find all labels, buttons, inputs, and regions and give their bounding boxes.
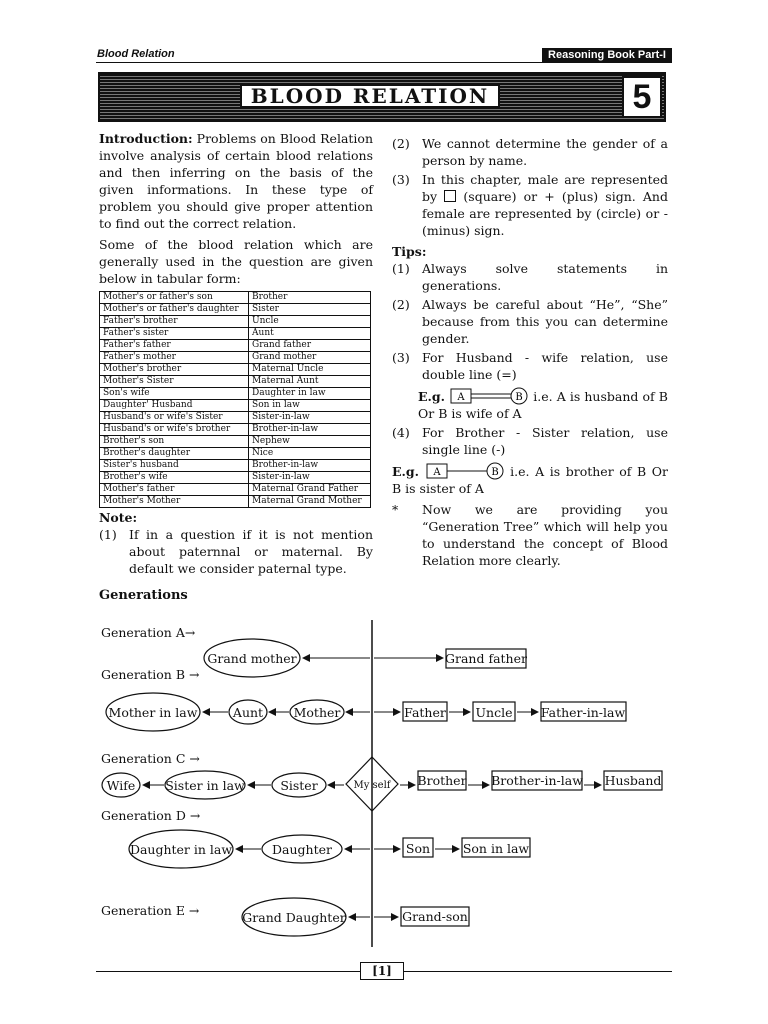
table-row (100, 316, 371, 328)
note-item-2-text: We cannot determine the gender of a person by name. (422, 136, 668, 168)
relation-name-cell: Aunt (249, 328, 371, 340)
note-item-3-text-a: In this chapter, male are represented by (422, 172, 668, 204)
myself-label: My self (353, 780, 391, 791)
generation-d-label: Generation D → (101, 808, 201, 823)
relation-description-cell: Father's father (100, 340, 249, 352)
relation-description-cell: Sister's husband (100, 460, 249, 472)
aunt-label: Aunt (232, 705, 264, 720)
tip-item-3-number: (3) (392, 350, 410, 365)
eg1-text: i.e. A is husband of B Or B is wife of A (418, 389, 668, 421)
son-label: Son (405, 841, 431, 856)
table-row (100, 496, 371, 508)
intro-label: Introduction: (99, 131, 193, 146)
husband-label: Husband (604, 773, 662, 788)
relation-description-cell: Mother's or father's son (100, 292, 249, 304)
note-item-1 (99, 526, 373, 577)
table-row (100, 388, 371, 400)
daughter-in-law-label: Daughter in law (129, 842, 233, 857)
relation-name-cell: Brother-in-law (249, 460, 371, 472)
note-item-2-number: (2) (392, 136, 410, 151)
generation-a-label: Generation A→ (101, 625, 196, 640)
relation-description-cell: Mother's or father's daughter (100, 304, 249, 316)
relation-name-cell: Maternal Uncle (249, 364, 371, 376)
intro-paragraph-2: Some of the blood relation which are generally used in the question are given below in tabular form: (99, 237, 373, 286)
tip-item-2 (392, 296, 668, 347)
relation-name-cell: Maternal Grand Mother (249, 496, 371, 508)
relation-description-cell: Daughter' Husband (100, 400, 249, 412)
left-column (99, 130, 373, 579)
running-header-book: Reasoning Book Part-I (542, 48, 672, 62)
relation-name-cell: Maternal Aunt (249, 376, 371, 388)
table-row (100, 292, 371, 304)
relation-description-cell: Son's wife (100, 388, 249, 400)
relation-name-cell: Grand mother (249, 352, 371, 364)
eg2-a: A (432, 467, 441, 478)
chapter-number: 5 (622, 76, 662, 118)
square-icon (444, 190, 456, 202)
example-husband-wife (392, 387, 668, 422)
generations-heading: Generations (99, 588, 188, 603)
table-row (100, 340, 371, 352)
table-row (100, 448, 371, 460)
note-item-1-number: (1) (99, 527, 117, 542)
tip-item-2-number: (2) (392, 297, 410, 312)
generation-b-label: Generation B → (101, 667, 200, 682)
grand-daughter-label: Grand Daughter (242, 910, 346, 925)
eg-label-2: E.g. (392, 464, 419, 479)
table-row (100, 412, 371, 424)
son-in-law-label: Son in law (462, 841, 530, 856)
table-row (100, 400, 371, 412)
eg2-text: i.e. A is brother of B Or B is sister of A (392, 464, 668, 496)
tip-item-2-text: Always be careful about “He”, “She” because from this you can determine gender. (422, 297, 668, 346)
relation-name-cell: Grand father (249, 340, 371, 352)
relation-description-cell: Husband's or wife's brother (100, 424, 249, 436)
relation-description-cell: Mother's Mother (100, 496, 249, 508)
tip-item-1-number: (1) (392, 261, 410, 276)
intro-paragraph (99, 130, 373, 232)
husband-wife-symbol (449, 387, 529, 405)
brother-in-law-label: Brother-in-law (491, 773, 583, 788)
example-brother-sister (392, 462, 668, 497)
note-item-3 (392, 171, 668, 239)
chapter-title: BLOOD RELATION (240, 84, 500, 108)
relation-description-cell: Mother's Sister (100, 376, 249, 388)
relation-description-cell: Brother's daughter (100, 448, 249, 460)
relation-name-cell: Brother (249, 292, 371, 304)
brother-sister-symbol (425, 462, 505, 480)
relation-description-cell: Father's mother (100, 352, 249, 364)
relation-name-cell: Nice (249, 448, 371, 460)
relation-name-cell: Son in law (249, 400, 371, 412)
table-row (100, 328, 371, 340)
star-paragraph (392, 501, 668, 569)
note-item-3-number: (3) (392, 172, 410, 187)
table-row (100, 472, 371, 484)
wife-label: Wife (106, 778, 136, 793)
sister-in-law-label: Sister in law (165, 778, 245, 793)
sister-label: Sister (280, 778, 318, 793)
grand-mother-label: Grand mother (207, 651, 297, 666)
relation-description-cell: Brother's wife (100, 472, 249, 484)
tip-item-4-number: (4) (392, 425, 410, 440)
generation-c-label: Generation C → (101, 751, 200, 766)
relation-description-cell: Mother's brother (100, 364, 249, 376)
relation-name-cell: Daughter in law (249, 388, 371, 400)
father-label: Father (404, 705, 446, 720)
tip-item-1 (392, 260, 668, 294)
brother-label: Brother (417, 773, 467, 788)
note-label: Note: (99, 510, 138, 525)
star-bullet: * (392, 502, 399, 517)
relation-name-cell: Maternal Grand Father (249, 484, 371, 496)
relation-name-cell: Uncle (249, 316, 371, 328)
tip-item-1-text: Always solve statements in generations. (422, 261, 668, 293)
relation-name-cell: Sister (249, 304, 371, 316)
relation-name-cell: Sister-in-law (249, 472, 371, 484)
tip-item-4-text: For Brother - Sister relation, use single line (-) (422, 425, 668, 457)
relation-description-cell: Mother's father (100, 484, 249, 496)
grand-father-label: Grand father (445, 651, 527, 666)
header-rule (96, 62, 672, 63)
mother-in-law-label: Mother in law (108, 705, 198, 720)
right-column (392, 135, 668, 571)
chapter-banner (98, 72, 666, 122)
relation-name-cell: Sister-in-law (249, 412, 371, 424)
note-item-3-text-b: (square) or + (plus) sign. And female are represented by (circle) or - (minus) sign. (422, 189, 668, 238)
relation-name-cell: Nephew (249, 436, 371, 448)
tip-item-3 (392, 349, 668, 383)
eg1-a: A (457, 392, 465, 403)
star-text: Now we are providing you “Generation Tree” which will help you to understand the concept of Blood Relation more clearly. (422, 502, 668, 568)
table-row (100, 352, 371, 364)
table-row (100, 436, 371, 448)
eg1-b: B (515, 392, 523, 403)
table-row (100, 484, 371, 496)
table-row (100, 424, 371, 436)
daughter-label: Daughter (272, 842, 332, 857)
note-item-2 (392, 135, 668, 169)
tip-item-3-text: For Husband - wife relation, use double line (=) (422, 350, 668, 382)
table-row (100, 364, 371, 376)
note-item-1-text: If in a question if it is not mention about paternnal or maternal. By default we consider paternal type. (129, 527, 373, 576)
eg2-b: B (490, 467, 499, 478)
uncle-label: Uncle (475, 705, 513, 720)
intro-text: Problems on Blood Relation involve analysis of certain blood relations and then inferring on the basis of the given informations. In these type of problem you should give proper attention to find out the correct relation. (99, 131, 373, 231)
grand-son-label: Grand-son (402, 909, 468, 924)
father-in-law-label: Father-in-law (540, 705, 626, 720)
mother-label: Mother (293, 705, 341, 720)
relation-description-cell: Brother's son (100, 436, 249, 448)
tips-label: Tips: (392, 244, 427, 259)
tip-item-4 (392, 424, 668, 458)
page-number: [1] (360, 962, 404, 980)
table-row (100, 376, 371, 388)
relation-table (99, 291, 371, 508)
relation-description-cell: Father's brother (100, 316, 249, 328)
relation-description-cell: Father's sister (100, 328, 249, 340)
relation-description-cell: Husband's or wife's Sister (100, 412, 249, 424)
running-header-title: Blood Relation (97, 48, 175, 60)
generation-e-label: Generation E → (101, 903, 200, 918)
table-row (100, 460, 371, 472)
relation-name-cell: Brother-in-law (249, 424, 371, 436)
generation-tree (0, 605, 768, 955)
table-row (100, 304, 371, 316)
eg-label-1: E.g. (418, 389, 445, 404)
